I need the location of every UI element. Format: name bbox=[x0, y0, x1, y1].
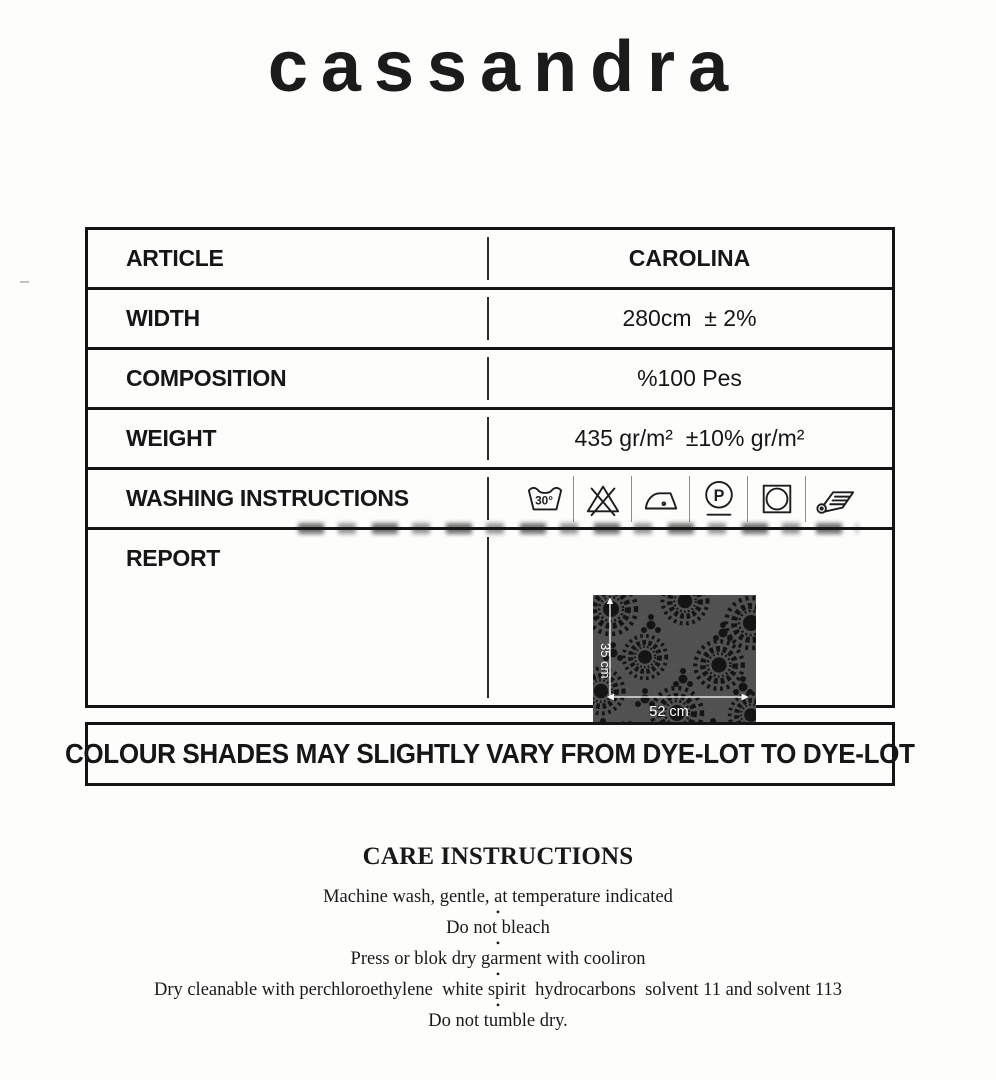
composition-label: COMPOSITION bbox=[126, 365, 287, 391]
washing-instructions-label: WASHING INSTRUCTIONS bbox=[126, 485, 409, 511]
article-label: ARTICLE bbox=[126, 245, 224, 271]
svg-text:P: P bbox=[713, 486, 724, 505]
care-line-machine-wash: Machine wash, gentle, at temperature indicated bbox=[323, 887, 673, 907]
fabric-roll-icon bbox=[805, 476, 863, 522]
bullet-separator: • bbox=[495, 998, 501, 1012]
care-line-dry-clean: Dry cleanable with perchloroethylene white spirit hydrocarbons solvent 11 and solvent 113 bbox=[153, 980, 843, 1000]
bullet-separator: • bbox=[495, 936, 501, 950]
report-label: REPORT bbox=[126, 545, 221, 571]
table-row-washing-instructions bbox=[88, 470, 892, 530]
care-line-no-bleach: Do not bleach bbox=[446, 918, 550, 938]
wash-30-icon bbox=[516, 476, 573, 522]
svg-text:30°: 30° bbox=[534, 493, 553, 508]
report-swatch-cell bbox=[487, 530, 892, 720]
dry-clean-p-underline-icon bbox=[689, 476, 747, 522]
brand-logo: cassandra bbox=[267, 27, 742, 107]
swatch-width-dimension: 52 cm bbox=[649, 704, 689, 720]
dye-lot-notice-text: COLOUR SHADES MAY SLIGHTLY VARY FROM DYE-LOT TO DYE-LOT bbox=[65, 738, 915, 769]
scan-bleed-artifact bbox=[298, 523, 858, 534]
washing-icons-cell bbox=[487, 470, 892, 527]
spec-table bbox=[85, 227, 895, 720]
table-row-report bbox=[88, 530, 892, 720]
washing-icon-strip bbox=[516, 476, 863, 522]
table-row-width bbox=[88, 290, 892, 350]
tumble-dry-icon bbox=[747, 476, 805, 522]
article-value: CAROLINA bbox=[628, 245, 751, 271]
care-line-no-tumble: Do not tumble dry. bbox=[428, 1011, 568, 1031]
weight-value: 435 gr/m² ±10% gr/m² bbox=[574, 425, 805, 451]
width-value: 280cm ± 2% bbox=[622, 305, 757, 331]
scan-edge-artifact bbox=[20, 281, 29, 283]
iron-one-dot-icon bbox=[631, 476, 689, 522]
width-label: WIDTH bbox=[126, 305, 200, 331]
swatch-height-dimension: 35 cm bbox=[598, 643, 613, 679]
weight-label: WEIGHT bbox=[126, 425, 217, 451]
care-instructions-title: CARE INSTRUCTIONS bbox=[362, 843, 634, 870]
table-row-composition bbox=[88, 350, 892, 410]
table-row-article bbox=[88, 230, 892, 290]
care-instructions-section bbox=[0, 843, 996, 1031]
bullet-separator: • bbox=[495, 905, 501, 919]
bullet-separator: • bbox=[495, 967, 501, 981]
composition-value: %100 Pes bbox=[637, 365, 742, 391]
fabric-swatch-image bbox=[593, 541, 756, 720]
dye-lot-notice-box bbox=[65, 722, 915, 786]
do-not-bleach-icon bbox=[573, 476, 631, 522]
table-row-weight bbox=[88, 410, 892, 470]
care-line-press: Press or blok dry garment with cooliron bbox=[350, 949, 646, 969]
